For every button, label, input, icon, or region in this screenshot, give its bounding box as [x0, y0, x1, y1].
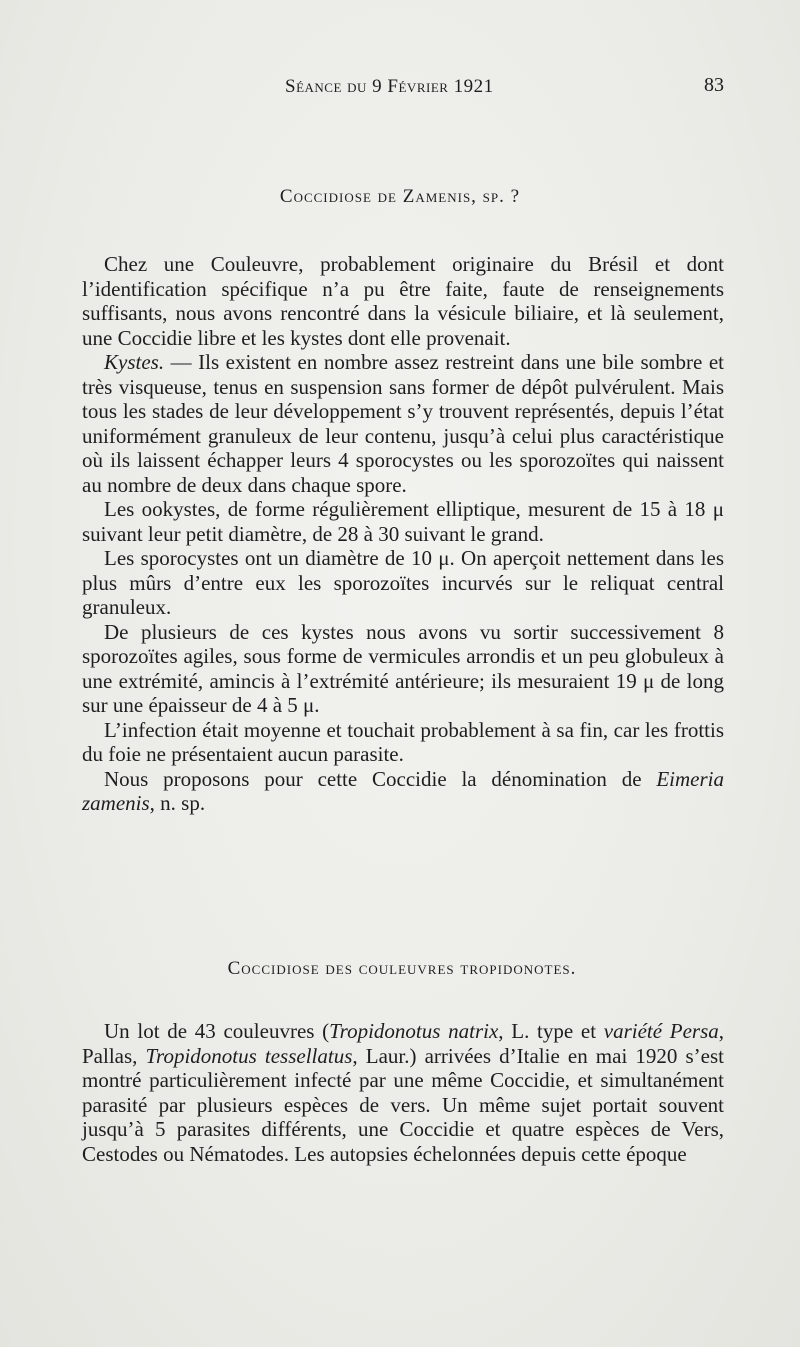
- text-run: Nous proposons pour cette Coccidie la dénomination de: [104, 766, 657, 791]
- text-run: Un lot de 43 couleuvres (: [104, 1019, 330, 1043]
- paragraph: [82, 718, 724, 767]
- paragraph: [82, 350, 724, 497]
- paragraph: [82, 620, 724, 718]
- text-run: , L. type et: [498, 1019, 604, 1043]
- running-head: [80, 76, 724, 102]
- text-run: , n. sp.: [149, 791, 206, 815]
- italic-text: Eimeria zamenis: [82, 766, 724, 815]
- text-run: , Laur.) arrivées d’Italie en mai 1920 s’est montré particulièrement infecté par une même Coccidie, et simultanément parasité par plusieurs espèces de vers. Un même sujet portait souvent jusqu’à 5 parasites différents, une Coccidie et quatre espèces de Vers, Cestodes ou Nématodes. Les autopsies échelonnées depuis cette époque: [82, 1043, 724, 1166]
- section-heading-zamenis: Coccidiose de Zamenis, sp. ?: [279, 186, 521, 207]
- paragraph: [82, 252, 724, 350]
- text-run: — Ils existent en nombre assez restreint dans une bile sombre et très visqueuse, tenus en suspension sans former de dépôt pulvérulent. Mais tous les stades de leur développement s’y trouvent représentés, depuis l’état uniformément granuleux de leur contenu, jusqu’à celui plus caractéristique où ils laissent échapper leurs 4 sporocystes ou les sporozoïtes qui naissent au nombre de deux dans chaque spore.: [82, 350, 724, 497]
- text-run: Chez une Couleuvre, probablement originaire du Brésil et dont l’identification spécifique n’a pu être faite, faute de renseignements suffisants, nous avons rencontré dans la vésicule biliaire, et là seulement, une Coccidie libre et les kystes dont elle provenait.: [82, 252, 724, 350]
- text-run: Les ookystes, de forme régulièrement elliptique, mesurent de 15 à 18 μ suivant leur petit diamètre, de 28 à 30 suivant le grand.: [82, 497, 724, 546]
- paragraph: [82, 497, 724, 546]
- running-head-title: Séance du 9 Février 1921: [285, 76, 494, 97]
- paragraph: [82, 767, 724, 816]
- section-heading-tropidonotes: Coccidiose des couleuvres tropidonotes.: [227, 958, 577, 979]
- text-run: Les sporocystes ont un diamètre de 10 μ. On aperçoit nettement dans les plus mûrs d’entre eux les sporozoïtes incurvés sur le reliquat central granuleux.: [82, 546, 724, 619]
- text-run: De plusieurs de ces kystes nous avons vu sortir successivement 8 sporozoïtes agiles, sous forme de vermicules arrondis et un peu globuleux à une extrémité, amincis à l’extrémité antérieure; ils mesuraient 19 μ de long sur une épaisseur de 4 à 5 μ.: [82, 619, 724, 717]
- page-number: 83: [704, 74, 724, 96]
- italic-text: Tropidonotus tessellatus: [145, 1043, 353, 1068]
- section-body-zamenis: [82, 252, 724, 816]
- section-body-tropidonotes: [82, 1019, 724, 1166]
- paragraph: [82, 546, 724, 620]
- italic-text: Kystes.: [104, 350, 165, 374]
- italic-text: variété Persa: [603, 1019, 719, 1043]
- paragraph: [82, 1019, 724, 1166]
- text-run: L’infection était moyenne et touchait probablement à sa fin, car les frottis du foie ne présentaient aucun parasite.: [82, 717, 724, 766]
- text-run: , Pallas,: [82, 1019, 725, 1068]
- italic-text: Tropidonotus natrix: [329, 1019, 499, 1043]
